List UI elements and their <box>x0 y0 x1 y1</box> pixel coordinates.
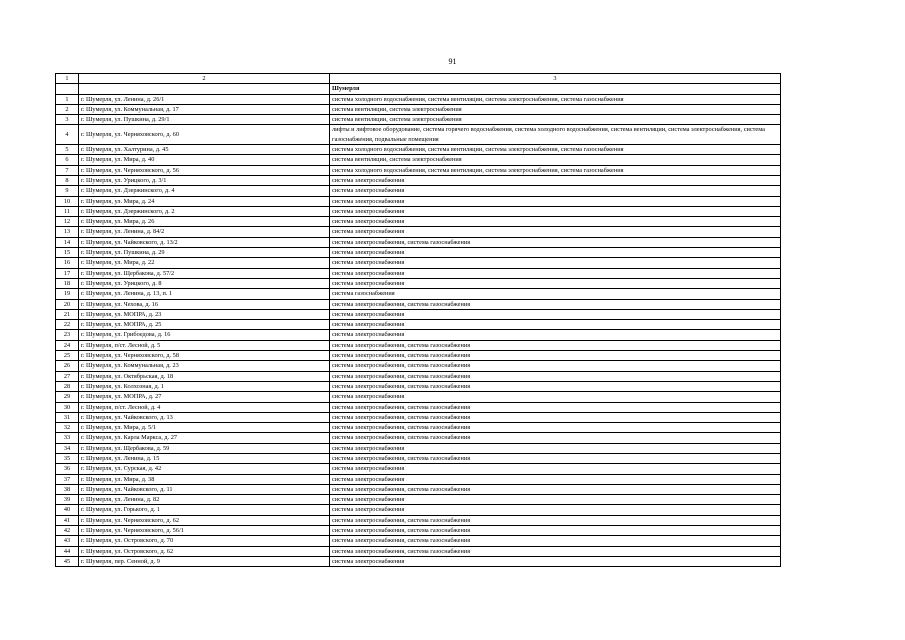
row-systems: система электроснабжения, система газоснабжения <box>330 423 781 433</box>
row-address: г. Шумерля, ул. Мира, д. 26 <box>79 217 330 227</box>
row-address: г. Шумерля, ул. Урицкого, д. 3/1 <box>79 175 330 185</box>
row-number: 22 <box>56 320 79 330</box>
row-systems: система электроснабжения, система газоснабжения <box>330 237 781 247</box>
table-row <box>56 546 781 556</box>
row-systems: система вентиляции, система электроснабжения <box>330 104 781 114</box>
table-row <box>56 556 781 566</box>
row-number: 15 <box>56 248 79 258</box>
row-systems: система вентиляции, система электроснабжения <box>330 115 781 125</box>
row-systems: система электроснабжения, система газоснабжения <box>330 402 781 412</box>
table-row <box>56 104 781 114</box>
row-systems: система электроснабжения, система газоснабжения <box>330 536 781 546</box>
table-row <box>56 402 781 412</box>
table-row <box>56 196 781 206</box>
table-row <box>56 464 781 474</box>
row-address: г. Шумерля, п/ст. Лесной, д. 4 <box>79 402 330 412</box>
header-col-systems: 3 <box>330 74 781 84</box>
row-address: г. Шумерля, ул. МОПРА, д. 25 <box>79 320 330 330</box>
row-number: 40 <box>56 505 79 515</box>
row-address: г. Шумерля, ул. Дзержинского, д. 2 <box>79 206 330 216</box>
row-address: г. Шумерля, ул. Халтурина, д. 45 <box>79 145 330 155</box>
row-number: 12 <box>56 217 79 227</box>
row-systems: система холодного водоснабжения, система вентиляции, система электроснабжения, система газоснабжения <box>330 165 781 175</box>
row-address: г. Шумерля, пер. Сенной, д. 9 <box>79 556 330 566</box>
row-number: 3 <box>56 115 79 125</box>
row-address: г. Шумерля, ул. Чехова, д. 16 <box>79 299 330 309</box>
row-systems: система электроснабжения <box>330 474 781 484</box>
table-row <box>56 412 781 422</box>
table-row <box>56 115 781 125</box>
row-systems: система электроснабжения <box>330 278 781 288</box>
row-systems: система электроснабжения, система газоснабжения <box>330 412 781 422</box>
row-address: г. Шумерля, ул. Черняховского, д. 62 <box>79 515 330 525</box>
group-empty-cell <box>79 84 330 94</box>
row-address: г. Шумерля, ул. Ленина, д. 15 <box>79 453 330 463</box>
row-address: г. Шумерля, ул. Ленина, д. 82 <box>79 495 330 505</box>
row-address: г. Шумерля, ул. Карла Маркса, д. 27 <box>79 433 330 443</box>
row-systems: система электроснабжения, система газоснабжения <box>330 526 781 536</box>
row-number: 24 <box>56 340 79 350</box>
table-row <box>56 330 781 340</box>
row-address: г. Шумерля, ул. Сурская, д. 42 <box>79 464 330 474</box>
group-row <box>56 84 781 94</box>
table-row <box>56 392 781 402</box>
row-number: 37 <box>56 474 79 484</box>
row-systems: система электроснабжения, система газоснабжения <box>330 433 781 443</box>
row-systems: система электроснабжения <box>330 464 781 474</box>
row-address: г. Шумерля, п/ст. Лесной, д. 5 <box>79 340 330 350</box>
row-address: г. Шумерля, ул. Черняховского, д. 58 <box>79 351 330 361</box>
row-address: г. Шумерля, ул. Ленина, д. 26/1 <box>79 94 330 104</box>
row-number: 32 <box>56 423 79 433</box>
table-row <box>56 145 781 155</box>
table-row <box>56 289 781 299</box>
row-number: 31 <box>56 412 79 422</box>
row-number: 21 <box>56 309 79 319</box>
row-number: 33 <box>56 433 79 443</box>
row-systems: система электроснабжения, система газоснабжения <box>330 361 781 371</box>
row-address: г. Шумерля, ул. Ленина, д. 84/2 <box>79 227 330 237</box>
row-number: 20 <box>56 299 79 309</box>
row-address: г. Шумерля, ул. МОПРА, д. 23 <box>79 309 330 319</box>
row-number: 27 <box>56 371 79 381</box>
row-number: 5 <box>56 145 79 155</box>
table-row <box>56 433 781 443</box>
row-number: 6 <box>56 155 79 165</box>
row-number: 34 <box>56 443 79 453</box>
row-number: 28 <box>56 381 79 391</box>
row-address: г. Шумерля, ул. Островского, д. 70 <box>79 536 330 546</box>
row-systems: система электроснабжения <box>330 309 781 319</box>
table-row <box>56 175 781 185</box>
table-row <box>56 474 781 484</box>
table-row <box>56 453 781 463</box>
row-systems: система электроснабжения <box>330 258 781 268</box>
row-number: 14 <box>56 237 79 247</box>
row-number: 45 <box>56 556 79 566</box>
row-number: 9 <box>56 186 79 196</box>
row-number: 13 <box>56 227 79 237</box>
row-systems: система электроснабжения <box>330 330 781 340</box>
row-number: 1 <box>56 94 79 104</box>
row-address: г. Шумерля, ул. Черняховского, д. 56/1 <box>79 526 330 536</box>
row-address: г. Шумерля, ул. Колхозная, д. 1 <box>79 381 330 391</box>
row-address: г. Шумерля, ул. Мира, д. 5/1 <box>79 423 330 433</box>
row-number: 36 <box>56 464 79 474</box>
row-systems: система газоснабжения <box>330 289 781 299</box>
row-systems: система электроснабжения <box>330 217 781 227</box>
table-row <box>56 248 781 258</box>
table-row <box>56 155 781 165</box>
table-row <box>56 237 781 247</box>
row-number: 41 <box>56 515 79 525</box>
row-systems: система электроснабжения <box>330 392 781 402</box>
row-systems: система электроснабжения, система газоснабжения <box>330 381 781 391</box>
row-address: г. Шумерля, ул. Октябрьская, д. 18 <box>79 371 330 381</box>
row-systems: система электроснабжения <box>330 175 781 185</box>
table-header-row <box>56 74 781 84</box>
row-address: г. Шумерля, ул. Черняховского, д. 60 <box>79 125 330 145</box>
row-systems: система электроснабжения <box>330 505 781 515</box>
row-number: 29 <box>56 392 79 402</box>
row-address: г. Шумерля, ул. Урицкого, д. 8 <box>79 278 330 288</box>
table-row <box>56 495 781 505</box>
row-address: г. Шумерля, ул. Грибоедова, д. 16 <box>79 330 330 340</box>
row-address: г. Шумерля, ул. Горького, д. 1 <box>79 505 330 515</box>
row-systems: система электроснабжения, система газоснабжения <box>330 340 781 350</box>
table-row <box>56 443 781 453</box>
table-row <box>56 258 781 268</box>
row-systems: система электроснабжения <box>330 495 781 505</box>
row-number: 30 <box>56 402 79 412</box>
row-systems: лифты и лифтовое оборудование, система горячего водоснабжения, система холодного водоснабжения, система вентиляции, система электроснабжения, система газоснабжения, подвальные помещения <box>330 125 781 145</box>
row-address: г. Шумерля, ул. Чайковского, д. 13 <box>79 412 330 422</box>
table-row <box>56 186 781 196</box>
row-address: г. Шумерля, ул. Ленина, д. 13, п. 1 <box>79 289 330 299</box>
row-address: г. Шумерля, ул. Коммунальная, д. 17 <box>79 104 330 114</box>
row-address: г. Шумерля, ул. МОПРА, д. 27 <box>79 392 330 402</box>
table-row <box>56 381 781 391</box>
row-address: г. Шумерля, ул. Коммунальная, д. 23 <box>79 361 330 371</box>
table-row <box>56 536 781 546</box>
row-number: 17 <box>56 268 79 278</box>
table-row <box>56 361 781 371</box>
row-systems: система электроснабжения <box>330 206 781 216</box>
row-systems: система холодного водоснабжения, система вентиляции, система электроснабжения, система газоснабжения <box>330 94 781 104</box>
row-number: 19 <box>56 289 79 299</box>
row-number: 8 <box>56 175 79 185</box>
row-systems: система электроснабжения <box>330 227 781 237</box>
row-address: г. Шумерля, ул. Щербакова, д. 57/2 <box>79 268 330 278</box>
table-row <box>56 526 781 536</box>
row-address: г. Шумерля, ул. Мира, д. 22 <box>79 258 330 268</box>
row-number: 44 <box>56 546 79 556</box>
row-number: 7 <box>56 165 79 175</box>
row-address: г. Шумерля, ул. Пушкина, д. 29 <box>79 248 330 258</box>
table-row <box>56 484 781 494</box>
row-address: г. Шумерля, ул. Мира, д. 38 <box>79 474 330 484</box>
row-number: 23 <box>56 330 79 340</box>
row-address: г. Шумерля, ул. Пушкина, д. 29/1 <box>79 115 330 125</box>
row-systems: система электроснабжения <box>330 443 781 453</box>
table-row <box>56 217 781 227</box>
row-address: г. Шумерля, ул. Мира, д. 40 <box>79 155 330 165</box>
table-row <box>56 515 781 525</box>
row-number: 2 <box>56 104 79 114</box>
table-row <box>56 505 781 515</box>
row-systems: система электроснабжения, система газоснабжения <box>330 299 781 309</box>
row-number: 26 <box>56 361 79 371</box>
row-systems: система электроснабжения, система газоснабжения <box>330 546 781 556</box>
row-number: 18 <box>56 278 79 288</box>
row-number: 43 <box>56 536 79 546</box>
table-row <box>56 165 781 175</box>
row-systems: система электроснабжения, система газоснабжения <box>330 515 781 525</box>
row-number: 10 <box>56 196 79 206</box>
table-row <box>56 299 781 309</box>
row-systems: система электроснабжения, система газоснабжения <box>330 371 781 381</box>
row-systems: система холодного водоснабжения, система вентиляции, система электроснабжения, система газоснабжения <box>330 145 781 155</box>
row-address: г. Шумерля, ул. Щербакова, д. 59 <box>79 443 330 453</box>
row-systems: система электроснабжения <box>330 268 781 278</box>
table-row <box>56 268 781 278</box>
header-col-address: 2 <box>79 74 330 84</box>
row-number: 39 <box>56 495 79 505</box>
row-systems: система электроснабжения <box>330 556 781 566</box>
table-row <box>56 423 781 433</box>
table-row <box>56 320 781 330</box>
table-row <box>56 309 781 319</box>
row-systems: система электроснабжения, система газоснабжения <box>330 351 781 361</box>
row-systems: система электроснабжения <box>330 248 781 258</box>
row-systems: система электроснабжения, система газоснабжения <box>330 484 781 494</box>
row-systems: система электроснабжения <box>330 320 781 330</box>
group-title: Шумерля <box>330 84 781 94</box>
row-systems: система электроснабжения <box>330 196 781 206</box>
row-address: г. Шумерля, ул. Чайковского, д. 11 <box>79 484 330 494</box>
row-address: г. Шумерля, ул. Дзержинского, д. 4 <box>79 186 330 196</box>
row-number: 25 <box>56 351 79 361</box>
row-address: г. Шумерля, ул. Островского, д. 62 <box>79 546 330 556</box>
row-systems: система электроснабжения <box>330 186 781 196</box>
table-row <box>56 206 781 216</box>
table-row <box>56 125 781 145</box>
objects-table <box>55 73 781 567</box>
row-systems: система вентиляции, система электроснабжения <box>330 155 781 165</box>
table-row <box>56 371 781 381</box>
row-address: г. Шумерля, ул. Черняховского, д. 56 <box>79 165 330 175</box>
group-empty-cell <box>56 84 79 94</box>
table-row <box>56 351 781 361</box>
row-address: г. Шумерля, ул. Мира, д. 24 <box>79 196 330 206</box>
row-number: 16 <box>56 258 79 268</box>
header-col-number: 1 <box>56 74 79 84</box>
table-row <box>56 94 781 104</box>
row-number: 11 <box>56 206 79 216</box>
row-number: 42 <box>56 526 79 536</box>
table-row <box>56 278 781 288</box>
table-row <box>56 340 781 350</box>
page-number: 91 <box>448 57 457 66</box>
table-row <box>56 227 781 237</box>
row-number: 4 <box>56 125 79 145</box>
row-systems: система электроснабжения, система газоснабжения <box>330 453 781 463</box>
row-address: г. Шумерля, ул. Чайковского, д. 13/2 <box>79 237 330 247</box>
row-number: 38 <box>56 484 79 494</box>
row-number: 35 <box>56 453 79 463</box>
